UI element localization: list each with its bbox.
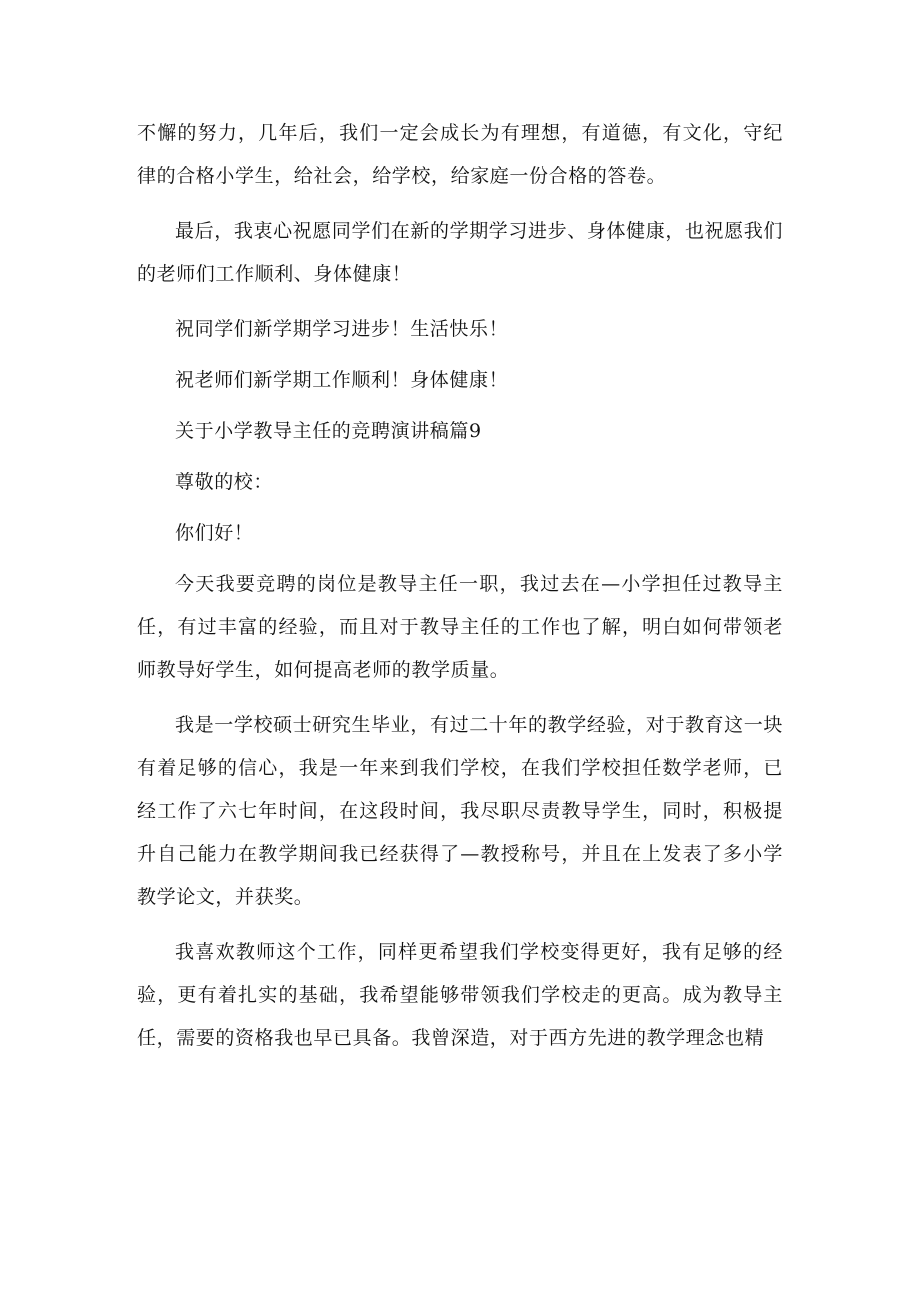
paragraph-background: 我是一学校硕士研究生毕业，有过二十年的教学经验，对于教育这一块有着足够的信心，我是一年来到我们学校，在我们学校担任数学老师，已经工作了六七年时间，在这段时间，我尽职尽责教导学生，同时，积极提升自己能力在教学期间我已经获得了—教授称号，并且在上发表了多小学教学论文，并获奖。: [137, 714, 783, 908]
greeting: 你们好！: [175, 522, 254, 544]
salutation: 尊敬的校：: [175, 471, 274, 493]
paragraph-position: 今天我要竞聘的岗位是教导主任一职，我过去在—小学担任过教导主任，有过丰富的经验，而且对于教导主任的工作也了解，明白如何带领老师教导好学生，如何提高老师的教学质量。: [137, 573, 783, 681]
paragraph-wish-teachers: 祝老师们新学期工作顺利！身体健康！: [175, 369, 509, 391]
document-body: [137, 112, 783, 1060]
paragraph-continuation: 不懈的努力，几年后，我们一定会成长为有理想，有道德，有文化，守纪律的合格小学生，给社会，给学校，给家庭一份合格的答卷。: [137, 122, 783, 187]
section-heading: 关于小学教导主任的竞聘演讲稿篇9: [175, 420, 482, 442]
paragraph-qualification: 我喜欢教师这个工作，同样更希望我们学校变得更好，我有足够的经验，更有着扎实的基础，我希望能够带领我们学校走的更高。成为教导主任，需要的资格我也早已具备。我曾深造，对于西方先进的教学理念也精: [137, 941, 783, 1049]
paragraph-closing-wishes: 最后，我衷心祝愿同学们在新的学期学习进步、身体健康，也祝愿我们的老师们工作顺利、身体健康！: [137, 220, 783, 285]
paragraph-wish-students: 祝同学们新学期学习进步！生活快乐！: [175, 318, 509, 340]
